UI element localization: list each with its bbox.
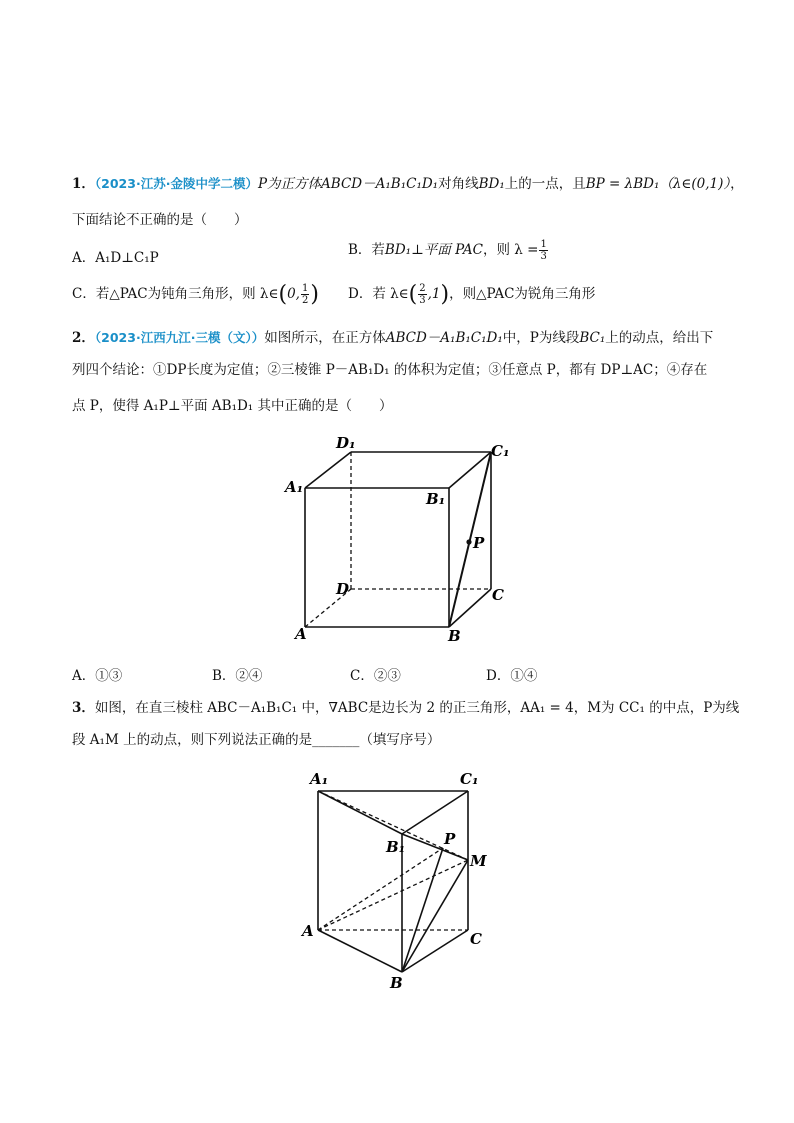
q1-optb-num: 1 <box>540 239 547 250</box>
q1-number: 1． <box>72 176 95 192</box>
q2-line2: 列四个结论：①DP长度为定值；②三棱锥 P－AB₁D₁ 的体积为定值；③任意点 P，都有 DP⊥AC；④存在 <box>72 362 708 378</box>
q1-text-c: 上的一点，且 <box>504 176 586 192</box>
q1-optd-post: ，则△PAC为锐角三角形 <box>449 286 596 302</box>
q3-prism-figure <box>298 766 518 996</box>
q2-label-b1: B₁ <box>426 490 446 508</box>
q2-bc1: BC₁ <box>579 330 606 346</box>
q2-label-p: P <box>473 534 485 552</box>
q1-optd-pre: D．若 λ∈ <box>348 286 409 302</box>
q2-option-b: B．②④ <box>212 668 263 684</box>
q1-bd1: BD₁ <box>478 176 505 192</box>
q1-optd-den: 3 <box>419 295 426 306</box>
q1-optc-fraction <box>301 283 309 306</box>
q2-line3: 点 P，使得 A₁P⊥平面 AB₁D₁ 其中正确的是（ ） <box>72 398 393 414</box>
q2-label-a1: A₁ <box>285 478 304 496</box>
q2-label-d1: D₁ <box>336 434 356 452</box>
q1-text-d: ， <box>730 176 744 192</box>
q2-option-c: C．②③ <box>350 668 401 684</box>
q1-cube: ABCD－A₁B₁C₁D₁ <box>321 176 439 192</box>
q3-number: 3． <box>72 700 95 716</box>
q2-source: （2023·江西九江·三模（文）） <box>94 330 265 345</box>
q2-label-c1: C₁ <box>491 442 510 460</box>
q1-optd-one: ,1 <box>427 286 441 302</box>
q2-cube-figure <box>282 432 522 652</box>
q3-label-m: M <box>470 852 487 870</box>
q2-cube: ABCD－A₁B₁C₁D₁ <box>385 330 503 346</box>
q2-label-a: A <box>295 625 307 643</box>
q2-option-a: A．①③ <box>72 668 123 684</box>
q1-optb-pre: B．若 <box>348 242 385 258</box>
q2-label-d: D <box>336 580 350 598</box>
q2-text-b: 中，P为线段 <box>502 330 580 346</box>
q3-label-b1: B₁ <box>386 838 406 856</box>
q3-label-a: A <box>302 922 314 940</box>
q1-optb-post: ，则 λ = <box>483 242 539 258</box>
q1-optc-den: 2 <box>301 295 309 306</box>
q1-line2: 下面结论不正确的是（ ） <box>72 212 248 228</box>
q1-optc-num: 1 <box>301 283 309 294</box>
q2-option-d: D．①④ <box>486 668 538 684</box>
q2-line1 <box>72 326 713 346</box>
q3-line2: 段 A₁M 上的动点，则下列说法正确的是_______（填写序号） <box>72 732 441 748</box>
q1-optb-den: 3 <box>540 251 547 262</box>
q3-label-a1: A₁ <box>310 770 329 788</box>
q1-optd-num: 2 <box>419 283 426 294</box>
q1-optc-pre: C．若△PAC为钝角三角形，则 λ∈ <box>72 286 279 302</box>
q2-text-c: 上的动点，给出下 <box>605 330 714 346</box>
q2-number: 2． <box>72 330 95 346</box>
q3-line1 <box>72 696 739 716</box>
q1-condition: BP = λBD₁（λ∈(0,1)） <box>585 176 731 192</box>
q3-line1-text: 如图，在直三棱柱 ABC－A₁B₁C₁ 中，∇ABC是边长为 2 的正三角形，AA₁ = 4，M为 CC₁ 的中点，P为线 <box>94 700 740 716</box>
q1-option-b <box>348 238 549 262</box>
q2-label-c: C <box>492 586 504 604</box>
q1-optb-fraction <box>539 239 547 262</box>
q2-label-b: B <box>448 627 461 645</box>
q2-point-p <box>466 539 471 544</box>
q2-text-a: 如图所示，在正方体 <box>264 330 386 346</box>
q1-option-d: D．若 λ∈( $\frac{2}{3}$ ,1)，则△PAC为锐角三角形 <box>348 282 596 307</box>
q1-source: （2023·江苏·金陵中学二模） <box>94 176 258 191</box>
q1-optc-zero: 0, <box>287 286 300 302</box>
q1-option-a: A．A₁D⊥C₁P <box>72 250 159 266</box>
q3-label-b: B <box>390 974 403 992</box>
q1-text-b: 对角线 <box>438 176 479 192</box>
q1-line1 <box>72 172 744 192</box>
q1-text-a: P为正方体 <box>257 176 322 192</box>
q3-label-p: P <box>444 830 456 848</box>
q1-option-c: C．若△PAC为钝角三角形，则 λ∈(0, $\frac{1}{2}$ ) <box>72 282 319 307</box>
q3-label-c: C <box>470 930 482 948</box>
q1-optb-mid: BD₁⊥平面 PAC <box>384 242 483 258</box>
q3-label-c1: C₁ <box>460 770 479 788</box>
q1-optd-fraction <box>418 283 426 306</box>
